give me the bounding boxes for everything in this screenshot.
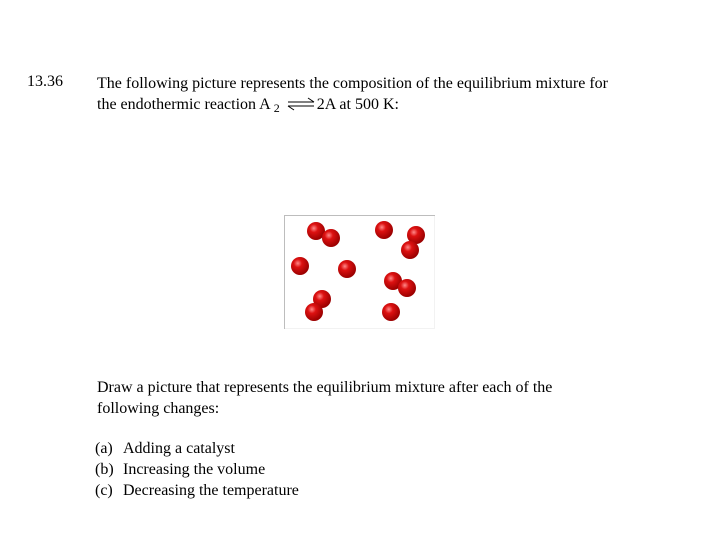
- item-label: (a): [95, 440, 113, 457]
- prompt-line-1: Draw a picture that represents the equilibrium mixture after each of the: [97, 379, 553, 396]
- atom-a: [338, 260, 356, 278]
- item-text: Increasing the volume: [123, 461, 266, 478]
- reaction-product-text: 2A at 500 K:: [316, 96, 399, 113]
- atom-a: [291, 257, 309, 275]
- a2-molecule: [307, 222, 340, 247]
- item-label: (c): [95, 482, 113, 499]
- a2-molecule: [305, 290, 331, 321]
- item-text: Adding a catalyst: [123, 440, 235, 457]
- changes-list: [95, 438, 299, 501]
- intro-line-1: The following picture represents the composition of the equilibrium mixture for: [97, 75, 608, 92]
- list-item: [95, 438, 299, 459]
- subscript: 2: [273, 101, 280, 115]
- item-label: (b): [95, 461, 114, 478]
- question-prompt: [97, 377, 552, 419]
- atom-a: [375, 221, 393, 239]
- intro-line-2: [97, 94, 697, 119]
- atom-a: [382, 303, 400, 321]
- atom-a: [305, 303, 323, 321]
- problem-number: 13.36: [27, 73, 63, 90]
- reaction-text: the endothermic reaction A: [97, 96, 271, 113]
- atom-a: [401, 241, 419, 259]
- problem-intro: [97, 73, 697, 119]
- prompt-line-2: following changes:: [97, 400, 220, 417]
- atom-a: [398, 279, 416, 297]
- list-item: [95, 480, 299, 501]
- equilibrium-mixture-picture: [284, 215, 435, 329]
- atom-a: [322, 229, 340, 247]
- list-item: [95, 459, 299, 480]
- molecule-diagram: [284, 215, 435, 329]
- item-text: Decreasing the temperature: [123, 482, 299, 499]
- a2-molecule: [384, 272, 416, 297]
- equilibrium-arrow-icon: [286, 97, 316, 111]
- a2-molecule: [401, 226, 425, 259]
